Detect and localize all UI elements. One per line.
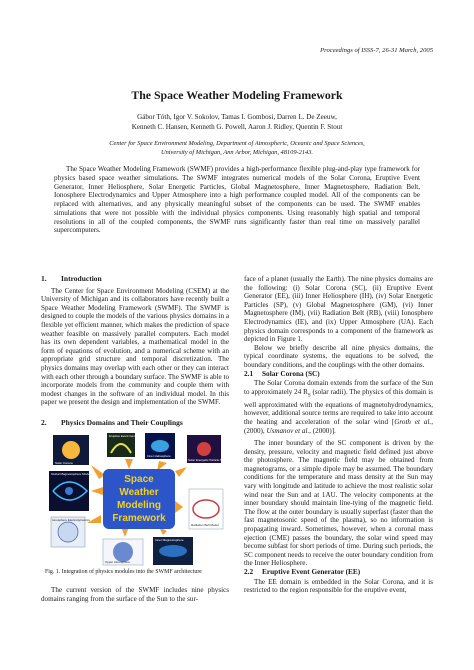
label-solar-corona: Solar Corona [55,460,73,465]
eruptive-event-paragraph: The EE domain is embedded in the Solar Corona, and it is restricted to the region responsible for the eruptive event, [244,577,433,595]
label-eruptive-event: Eruptive Event Generator [109,433,143,438]
affiliation [40,140,434,157]
affiliation-line-1: Center for Space Environment Modeling, Department of Atmospheric, Oceanic and Space Sciences, [109,140,365,147]
label-inner-heliosphere: Inner Heliosphere [147,453,171,458]
core-label-line-4: Framework [112,512,166,524]
swmf-architecture-figure [47,431,225,567]
solar-corona-paragraph-1: The Solar Corona domain extends from the surface of the Sun to approximately 24 $R_S$ (solar radii). The physics of this domain is well approximated with the equations of magnetohydrodynamics, however, additional source terms are required to take into account the heating and acceleration of the solar wind [Groth et al., (2000), Usmanov et al., (2000)]. [244,379,433,435]
section-heading-introduction: 1. Introduction [41,274,102,283]
domains-paragraph-continued: face of a planet (usually the Earth). The nine physics domains are the following: (i) Solar Corona (SC), (ii) Eruptive Event Generator (EE), (iii) Inner Heliosphere (IH), (iv) Solar Energetic Particles (SP), (v) Global Magnetosphere (GM), (vi) Inner Magnetosphere (IM), (vii) Radiation Belt (RB), (viii) Ionosphere Electrodynamics (IE), and (ix) Upper Atmosphere (UA). Each physics domain corresponds to a component of the framework as depicted in Figure 1. [244,275,433,344]
label-upper-atmosphere: Upper Atmosphere [105,559,131,564]
label-global-magnetosphere: Global Magnetosphere Model [51,471,91,476]
label-sep-model: Solar Energetic Particle Model [188,457,225,462]
abstract-text: The Space Weather Modeling Framework (SWMF) provides a high-performance flexible plug-and-play type framework for physics based space weather simulations. The SWMF integrates numerical models of the Solar Corona, Eruptive Event Generator, Inner Heliosphere, Solar Energetic Particles, Global Magnetosphere, Inner Magnetosphere, Radiation Belt, Ionosphere Electrodynamics and Upper Atmosphere into a high performance coupled model. All of the components can be replaced with alternatives, and any physically meaningful subset of the components can be used. The SWMF enables simulations that were not possible with the individual physics components. Using reasonably high spatial and temporal resolutions in all of the coupled components, the SWMF runs significantly faster than real time on massively parallel supercomputers. [54,165,420,235]
author-line-2: Kenneth C. Hansen, Kenneth G. Powell, Aaron J. Ridley, Quentin F. Stout [131,123,343,131]
subsection-heading-eruptive-event: 2.2 Eruptive Event Generator (EE) [244,567,361,576]
label-ionosphere: Ionosphere Electrodynamics [52,517,90,522]
section-heading-domains: 2. Physics Domains and Their Couplings [41,417,183,427]
left-column [41,275,229,603]
domains-paragraph-start: The current version of the SWMF includes nine physics domains ranging from the surface of the Sun to the sur- [41,586,229,603]
solar-corona-paragraph-2: The inner boundary of the SC component is driven by the density, pressure, velocity and magnetic field defined just above the photosphere. The magnetic field may be obtained from magnetograms, or a simple dipole may be assumed. The boundary conditions for the temperature and mass density at the Sun may vary with longitude and latitude to achieve the most realistic solar wind near the Sun and at 1AU. The velocity components at the inner boundary should maintain line-tying of the magnetic field. The flow at the outer boundary is usually superfast (faster than the fast magnetosonic speed of the plasma), so no information is propagating inward. Sometimes, however, when a coronal mass ejection (CME) passes the boundary, the solar wind speed may become subfast for short periods of time. During such periods, the SC component needs to receive the outer boundary condition from the Inner Heliosphere. [244,439,433,568]
author-list [40,112,434,132]
affiliation-line-2: University of Michigan, Ann Arbor, Michigan, 48109-2143. [160,148,314,156]
subsection-heading-solar-corona: 2.1 Solar Corona (SC) [244,368,320,378]
core-label-line-2: Weather [119,486,159,498]
proceedings-header: Proceedings of ISSS-7, 26-31 March, 2005 [320,47,433,54]
right-column [244,275,433,595]
label-radiation-belt: Radiation Belt Model [191,522,219,527]
swmf-diagram [47,431,225,567]
label-inner-magnetosphere: Inner Magnetosphere [155,537,184,542]
core-label-line-1: Space [124,473,154,485]
core-label-line-3: Modeling [117,499,161,511]
figure-caption: Fig. 1. Integration of physics modules into the SWMF architecture [45,568,202,575]
author-line-1: Gábor Tóth, Igor V. Sokolov, Tamas I. Gombosi, Darren L. De Zeeuw, [137,113,337,121]
paper-title: The Space Weather Modeling Framework [131,88,343,102]
abstract [54,165,420,235]
intro-paragraph: The Center for Space Environment Modeling (CSEM) at the University of Michigan and its collaborators have recently built a Space Weather Modeling Framework (SWMF). The SWMF is designed to couple the models of the various physics domains in a flexible yet efficient manner, which makes the prediction of space weather feasible on massively parallel computers. Each model has its own dependent variables, a mathematical model in the form of equations of evolution, and a numerical scheme with an appropriate grid structure and temporal discretization. The physics domains may overlap with each other or they can interact with each other through a boundary surface. The SWMF is able to incorporate models from the community and couple them with modest changes in the software of an individual model. In this paper we present the design and implementation of the SWMF. [41,286,229,407]
domains-paragraph-overview: Below we briefly describe all nine physics domains, the typical coordinate systems, the equations to be solved, the boundary conditions, and the couplings with the other domains. [244,343,433,369]
